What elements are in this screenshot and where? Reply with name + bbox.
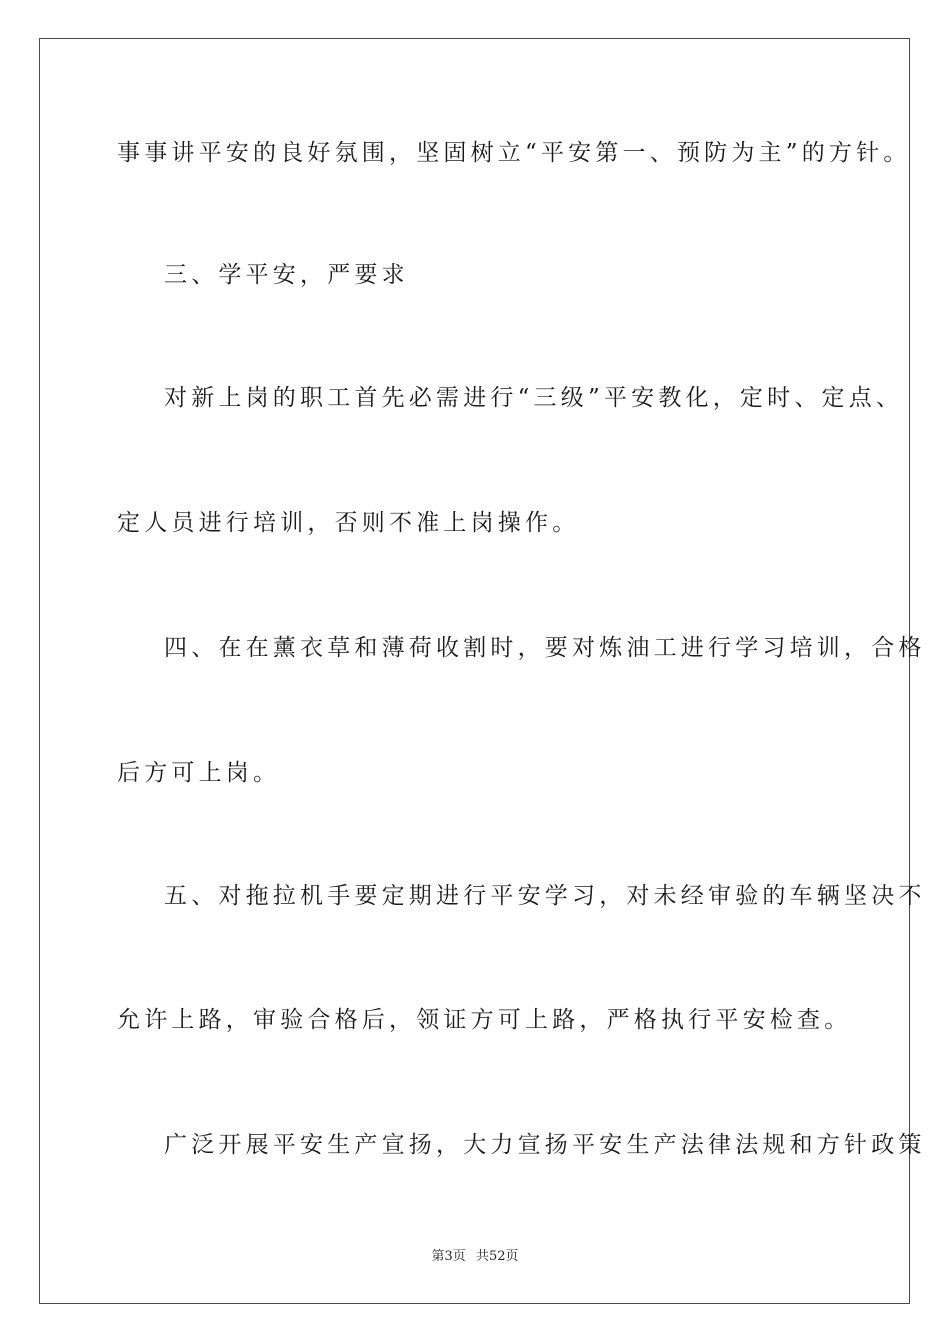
page-total: 共52页 [475, 1249, 519, 1264]
paragraph-line-9: 广泛开展平安生产宣扬，大力宣扬平安生产法律法规和方针政策 [164, 1132, 926, 1158]
paragraph-line-7: 五、对拖拉机手要定期进行平安学习，对未经审验的车辆坚决不 [164, 883, 926, 909]
paragraph-line-8: 允许上路，审验合格后，领证方可上路，严格执行平安检查。 [117, 1007, 852, 1033]
paragraph-line-6: 后方可上岗。 [117, 760, 281, 786]
paragraph-line-3: 对新上岗的职工首先必需进行“三级”平安教化，定时、定点、 [164, 385, 904, 411]
paragraph-line-1: 事事讲平安的良好氛围，坚固树立“平安第一、预防为主”的方针。 [117, 140, 911, 166]
paragraph-line-5: 四、在在薰衣草和薄荷收割时，要对炼油工进行学习培训，合格 [164, 635, 926, 661]
paragraph-line-4: 定人员进行培训，否则不准上岗操作。 [117, 510, 580, 536]
section-heading-3: 三、学平安，严要求 [164, 262, 409, 288]
page-number: 第3页 [431, 1249, 466, 1264]
page-footer [0, 1248, 950, 1266]
page-border [39, 38, 910, 1304]
